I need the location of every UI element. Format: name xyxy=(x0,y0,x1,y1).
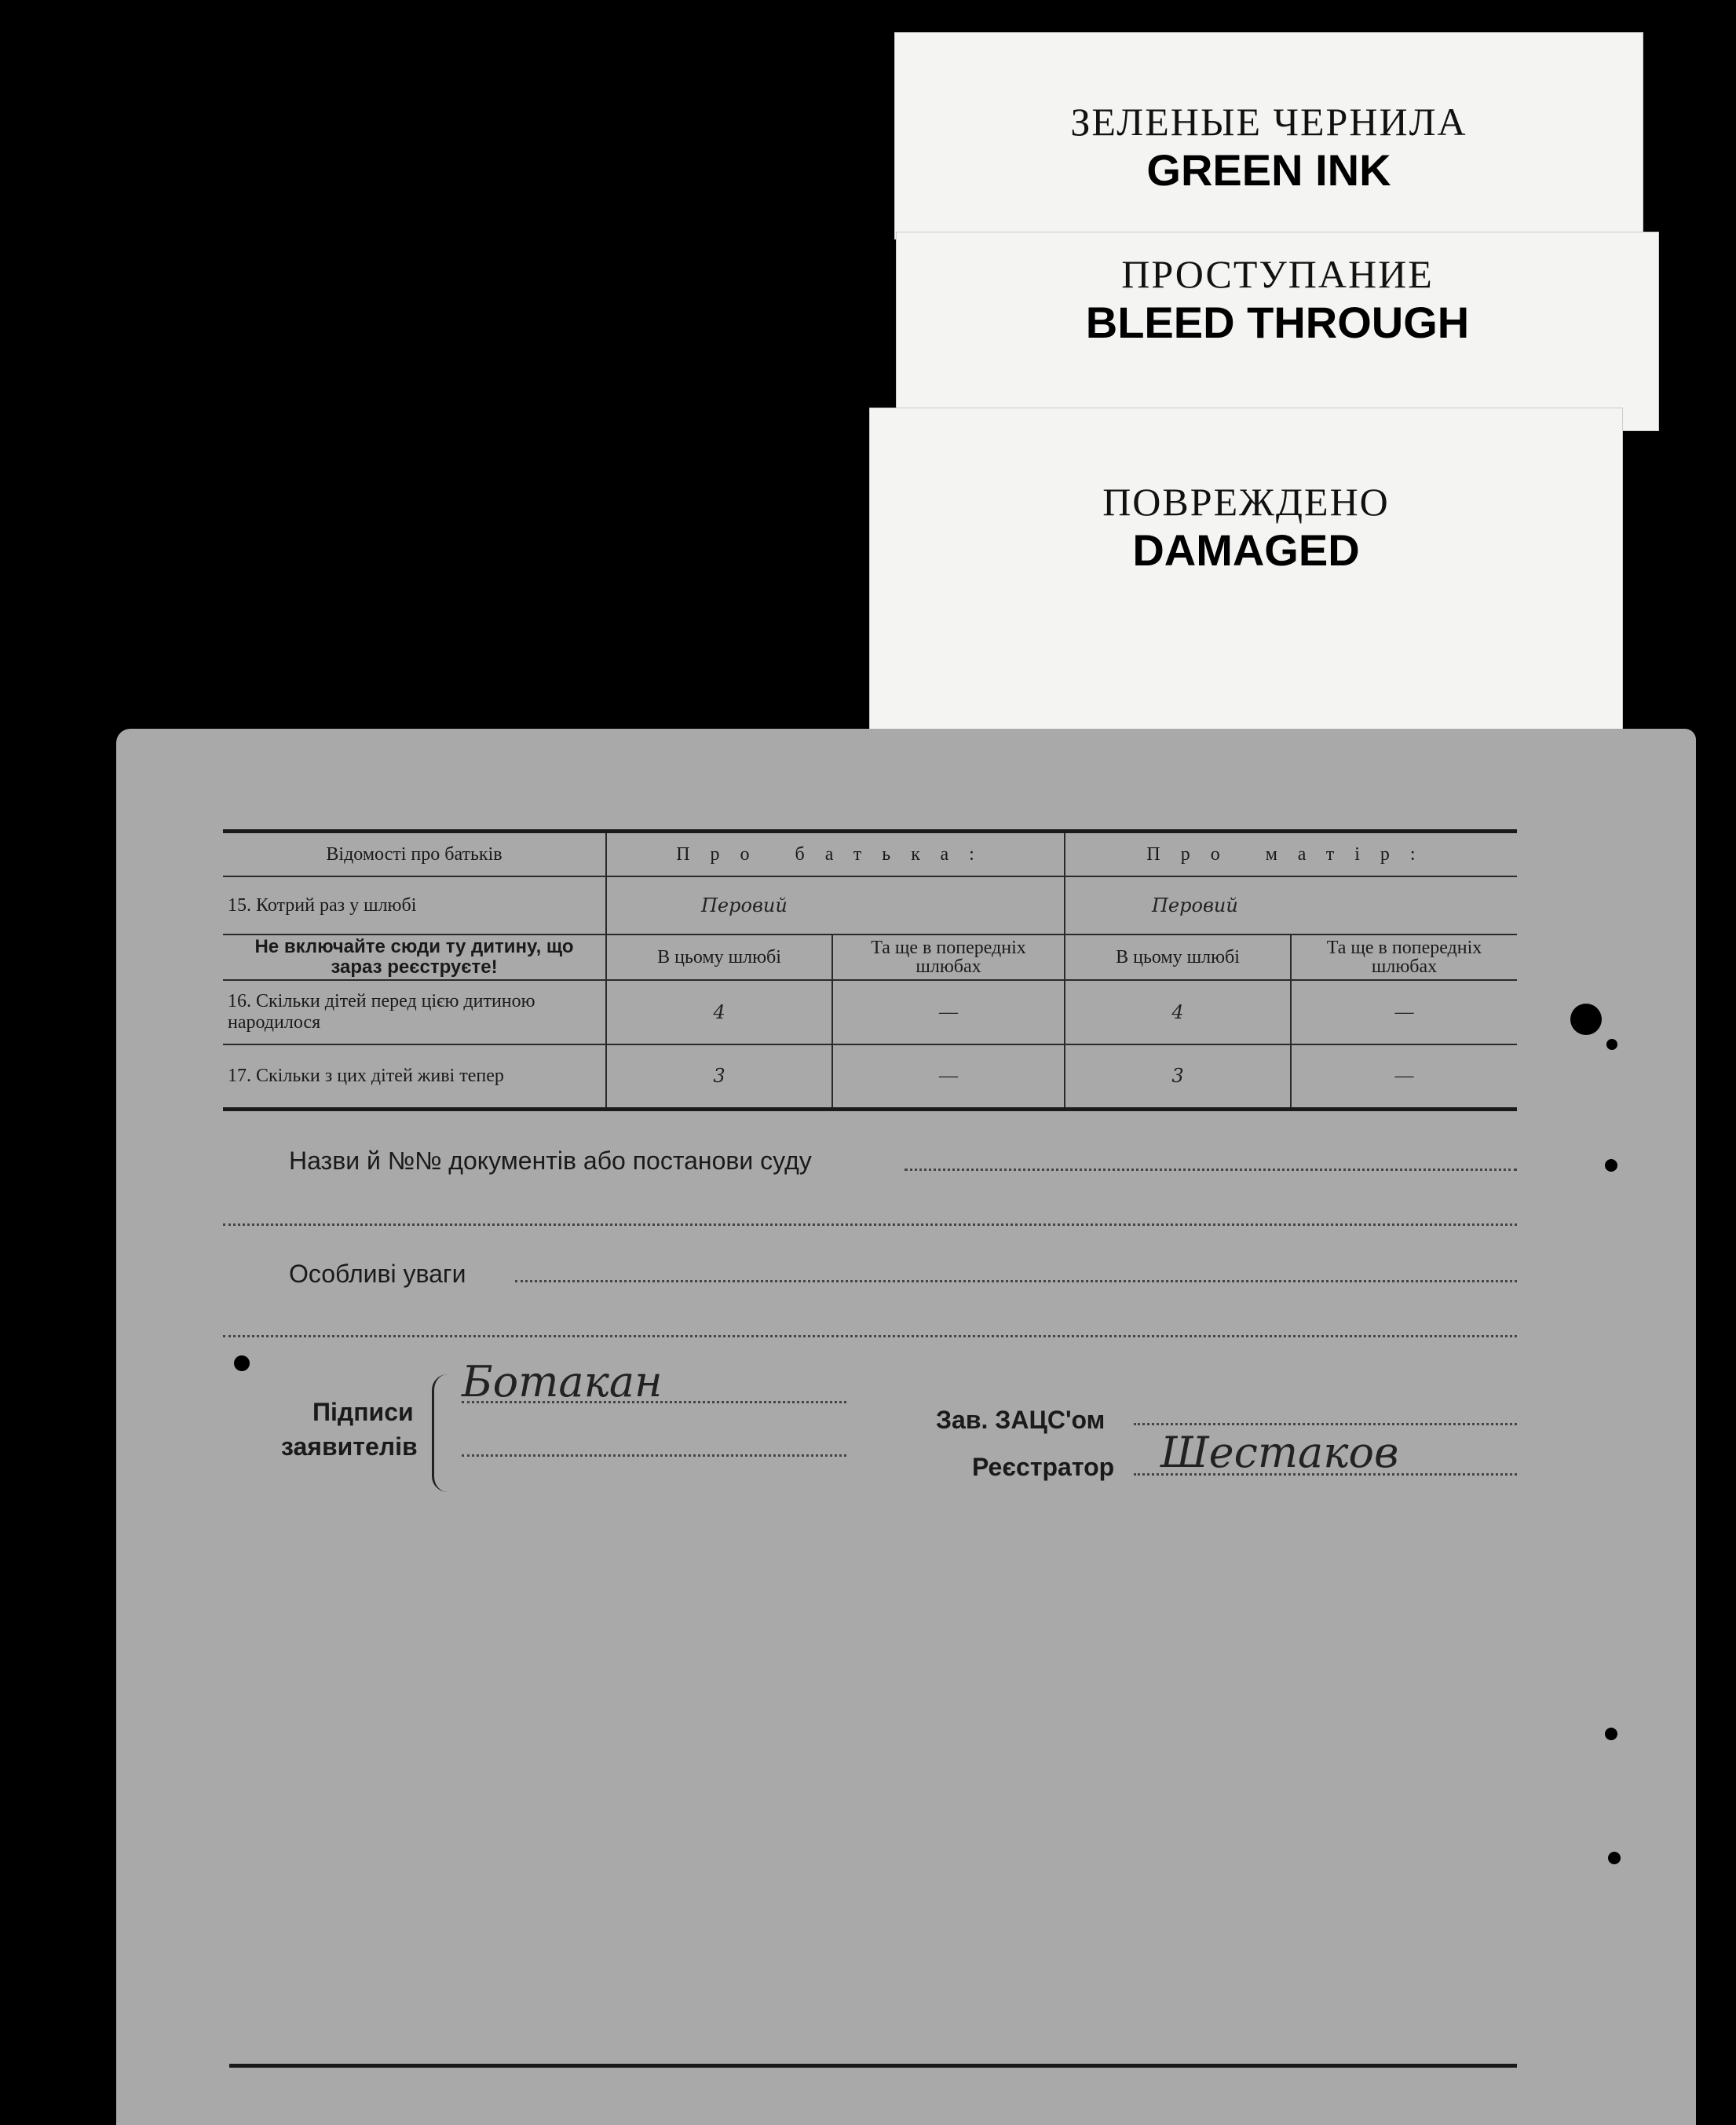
green-ink-label-card xyxy=(895,33,1643,239)
header-mother: Про матір: xyxy=(1065,832,1517,877)
signature-line-2 xyxy=(462,1454,846,1457)
row17-mother-current: 3 xyxy=(1065,1044,1291,1109)
table-row xyxy=(223,876,1517,934)
row16-father-previous: — xyxy=(832,980,1065,1044)
row16-mother-previous: — xyxy=(1291,980,1517,1044)
signatures-brace xyxy=(432,1374,448,1492)
applicant-signature: Ботакан xyxy=(462,1357,663,1406)
label-en-damaged: DAMAGED xyxy=(1132,525,1360,575)
row17-father-previous: — xyxy=(832,1044,1065,1109)
punch-hole xyxy=(1606,1039,1617,1050)
registrar-signature: Шестаков xyxy=(1160,1428,1399,1477)
row17-mother-previous: — xyxy=(1291,1044,1517,1109)
remarks-line xyxy=(515,1280,1517,1282)
punch-hole xyxy=(1605,1159,1617,1172)
documents-line xyxy=(905,1169,1517,1171)
header-father: Про батька: xyxy=(606,832,1065,877)
row16-label: 16. Скільки дітей перед цією дитиною народилося xyxy=(223,980,606,1044)
registrar-line xyxy=(1134,1473,1517,1476)
row17-label: 17. Скільки з цих дітей живі тепер xyxy=(223,1044,606,1109)
punch-hole xyxy=(1570,1004,1602,1035)
parents-info-table xyxy=(223,829,1517,1111)
table-row xyxy=(223,1044,1517,1109)
table-header-row xyxy=(223,832,1517,877)
header-parents-info: Відомості про батьків xyxy=(223,832,606,877)
damaged-label-card xyxy=(870,408,1622,732)
table-subheader-row xyxy=(223,934,1517,980)
registration-form-sheet xyxy=(116,729,1696,2125)
table-row xyxy=(223,980,1517,1044)
father-current-marriage-header: В цьому шлюбі xyxy=(606,934,832,980)
registrar-label: Реєстратор xyxy=(972,1453,1115,1481)
bottom-rule xyxy=(229,2064,1517,2068)
mother-previous-marriages-header: Та ще в попередніх шлюбах xyxy=(1291,934,1517,980)
row16-mother-current: 4 xyxy=(1065,980,1291,1044)
father-previous-marriages-header: Та ще в попередніх шлюбах xyxy=(832,934,1065,980)
label-ru-damaged: ПОВРЕЖДЕНО xyxy=(1102,480,1390,524)
punch-hole xyxy=(1605,1728,1617,1740)
label-ru-bleed-through: ПРОСТУПАНИЕ xyxy=(1121,252,1434,296)
signatures-label-2: заявителів xyxy=(281,1432,418,1461)
exclude-child-note: Не включайте сюди ту дитину, що зараз реєструєте! xyxy=(223,934,606,980)
row15-label: 15. Котрий раз у шлюбі xyxy=(223,876,606,934)
signature-line-1 xyxy=(462,1401,846,1403)
signatures-label-1: Підписи xyxy=(312,1398,414,1426)
label-en-bleed-through: BLEED THROUGH xyxy=(1085,298,1470,347)
row16-father-current: 4 xyxy=(606,980,832,1044)
documents-label: Назви й №№ документів або постанови суду xyxy=(289,1147,812,1175)
remarks-line-2 xyxy=(223,1335,1517,1337)
label-en-green-ink: GREEN INK xyxy=(1146,145,1391,195)
label-ru-green-ink: ЗЕЛЕНЫЕ ЧЕРНИЛА xyxy=(1070,100,1467,144)
registry-head-line xyxy=(1134,1423,1517,1425)
mother-current-marriage-header: В цьому шлюбі xyxy=(1065,934,1291,980)
remarks-label: Особливі уваги xyxy=(289,1260,466,1288)
punch-hole xyxy=(234,1355,250,1371)
row15-mother-value: Перовий xyxy=(1065,876,1517,934)
row15-father-value: Перовий xyxy=(606,876,1065,934)
punch-hole xyxy=(1608,1852,1621,1864)
row17-father-current: 3 xyxy=(606,1044,832,1109)
bleed-through-label-card xyxy=(897,232,1658,430)
registry-head-label: Зав. ЗАЦС'ом xyxy=(936,1406,1106,1434)
documents-line-2 xyxy=(223,1223,1517,1226)
